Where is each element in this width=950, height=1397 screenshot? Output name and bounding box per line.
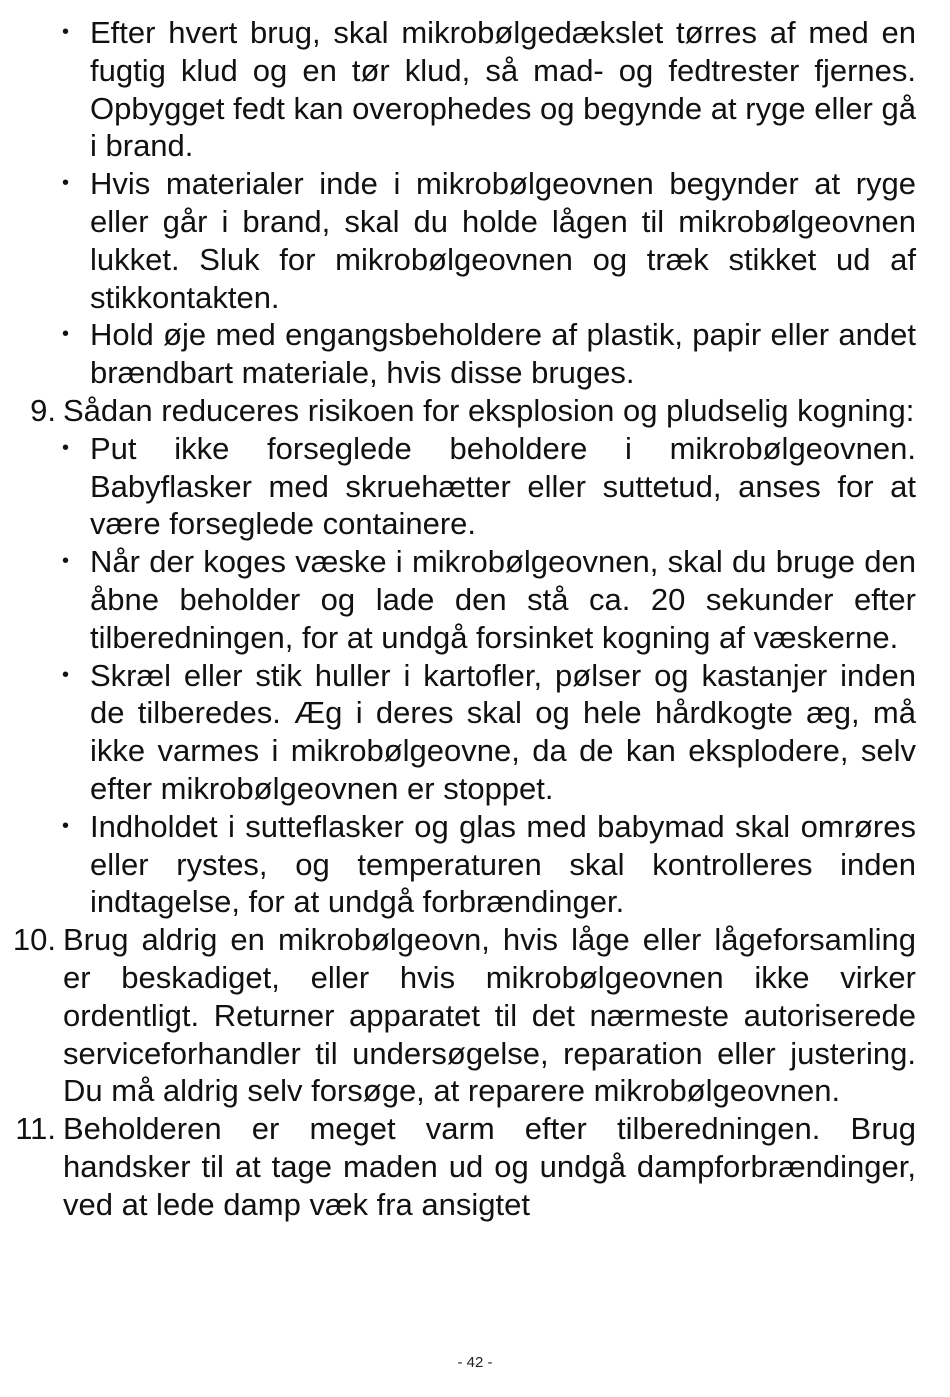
bullet-text: Hvis materialer inde i mikrobølgeovnen begynder at ryge eller går i brand, skal du holde lågen til mikrobølgeovnen lukket. Sluk for mikrobølgeovnen og træk stikket ud af stikkontakten. [90,166,916,315]
bullet-icon: • [62,172,70,195]
bullet-text: Når der koges væske i mikrobølgeovnen, skal du bruge den åbne beholder og lade den stå ca. 20 sekunder efter tilberedningen, for at undgå forsinket kogning af væskerne. [90,544,916,655]
list-item [62,316,916,392]
bullet-icon: • [62,21,70,43]
bullet-text: Hold øje med engangsbeholdere af plastik, papir eller andet brændbart materiale, hvis disse bruges. [90,317,916,391]
bullet-icon: • [62,814,70,837]
document-page [0,14,950,1224]
bullet-text: Skræl eller stik huller i kartofler, pølser og kastanjer inden de tilberedes. Æg i deres skal og hele hårdkogte æg, må ikke varmes i mikrobølgeovne, da de kan eksplodere, selv efter mikrobølgeovnen er stoppet. [90,657,916,806]
list-item [62,14,916,165]
item-text: Beholderen er meget varm efter tilberedningen. Brug handsker til at tage maden ud og undgå dampforbrændinger, ved at lede damp væk fra ansigtet [63,1111,916,1222]
bullet-icon: • [62,323,70,346]
numbered-item-10 [12,921,916,1110]
item-9-bullet-list [0,430,950,921]
list-item [62,657,916,808]
list-item [62,808,916,921]
list-item [62,430,916,543]
numbered-item-9 [30,392,916,921]
list-item [62,165,916,316]
bullet-icon: • [62,550,70,573]
bullet-icon: • [62,663,70,686]
numbered-item-11 [15,1110,916,1223]
item-number: 9. [30,392,56,428]
page-number: - 42 - [457,1354,493,1371]
bullet-icon: • [62,436,70,459]
bullet-text: Put ikke forseglede beholdere i mikrobølgeovnen. Babyflasker med skruehætter eller suttetud, anses for at være forseglede containere. [90,430,916,542]
item-text: Sådan reduceres risikoen for eksplosion og pludselig kogning: [63,392,915,428]
bullet-text: Efter hvert brug, skal mikrobølgedækslet tørres af med en fugtig klud og en tør klud, så mad- og fedtrester fjernes. Opbygget fedt kan overophedes og begynde at ryge eller gå i brand. [90,15,916,164]
item-text: Brug aldrig en mikrobølgeovn, hvis låge eller lågeforsamling er beskadiget, eller hvis mikrobølgeovnen ikke virker ordentligt. Returner apparatet til det nærmeste autoriserede serviceforhandler til undersøgelse, reparation eller justering. Du må aldrig selv forsøge, at reparere mikrobølgeovnen. [63,922,916,1109]
intro-bullet-list [0,14,950,392]
list-item [62,543,916,656]
item-number: 10. [12,922,56,958]
item-number: 11. [15,1111,56,1147]
bullet-text: Indholdet i sutteflasker og glas med babymad skal omrøres eller rystes, og temperaturen skal kontrolleres inden indtagelse, for at undgå forbrændinger. [90,808,916,920]
